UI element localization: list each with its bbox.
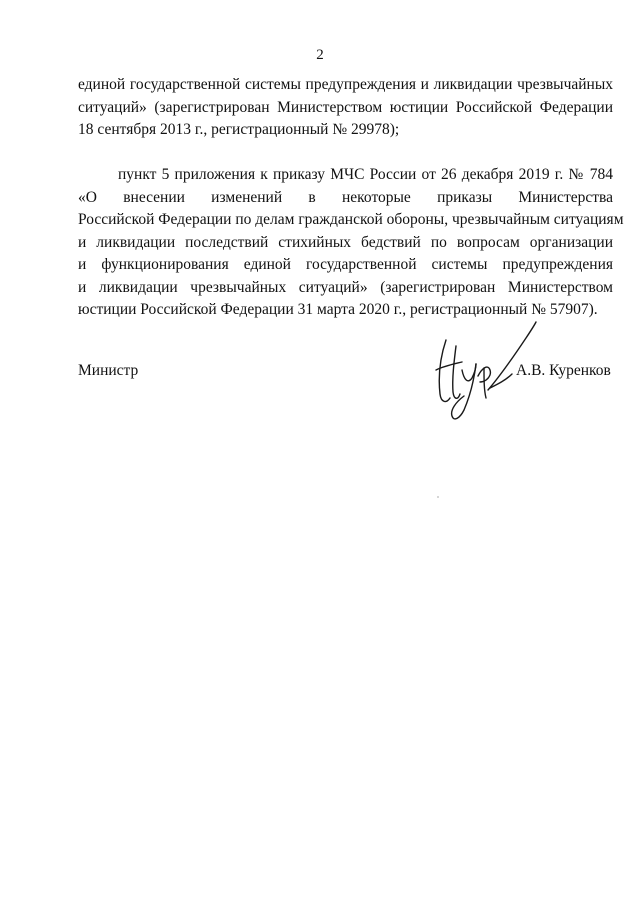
- paragraph-2-line: и ликвидации последствий стихийных бедствий по вопросам организации: [78, 233, 613, 251]
- signatory-name: А.В. Куренков: [516, 362, 611, 379]
- paragraph-1-line: единой государственной системы предупреждения и ликвидации чрезвычайных: [78, 76, 613, 93]
- paragraph-2-line: и функционирования единой государственной системы предупреждения: [78, 256, 613, 273]
- paragraph-1: [78, 74, 613, 142]
- paragraph-2-line: «О внесении изменений в некоторые приказы Министерства: [78, 188, 613, 206]
- paragraph-2: [78, 164, 624, 322]
- paragraph-2-line: и ликвидации чрезвычайных ситуаций» (зарегистрирован Министерством: [78, 278, 613, 296]
- paragraph-1-line: 18 сентября 2013 г., регистрационный № 29978);: [78, 121, 400, 138]
- paragraph-1-line: ситуаций» (зарегистрирован Министерством юстиции Российской Федерации: [78, 98, 613, 116]
- page-number: 2: [316, 47, 324, 63]
- paragraph-2-line: пункт 5 приложения к приказу МЧС России от 26 декабря 2019 г. № 784: [118, 166, 613, 183]
- signatory-title: Министр: [78, 362, 139, 379]
- paragraph-2-line: юстиции Российской Федерации 31 марта 2020 г., регистрационный № 57907).: [78, 301, 598, 318]
- scan-speck: [437, 496, 439, 498]
- paragraph-2-line: Российской Федерации по делам гражданской обороны, чрезвычайным ситуациям: [78, 211, 624, 228]
